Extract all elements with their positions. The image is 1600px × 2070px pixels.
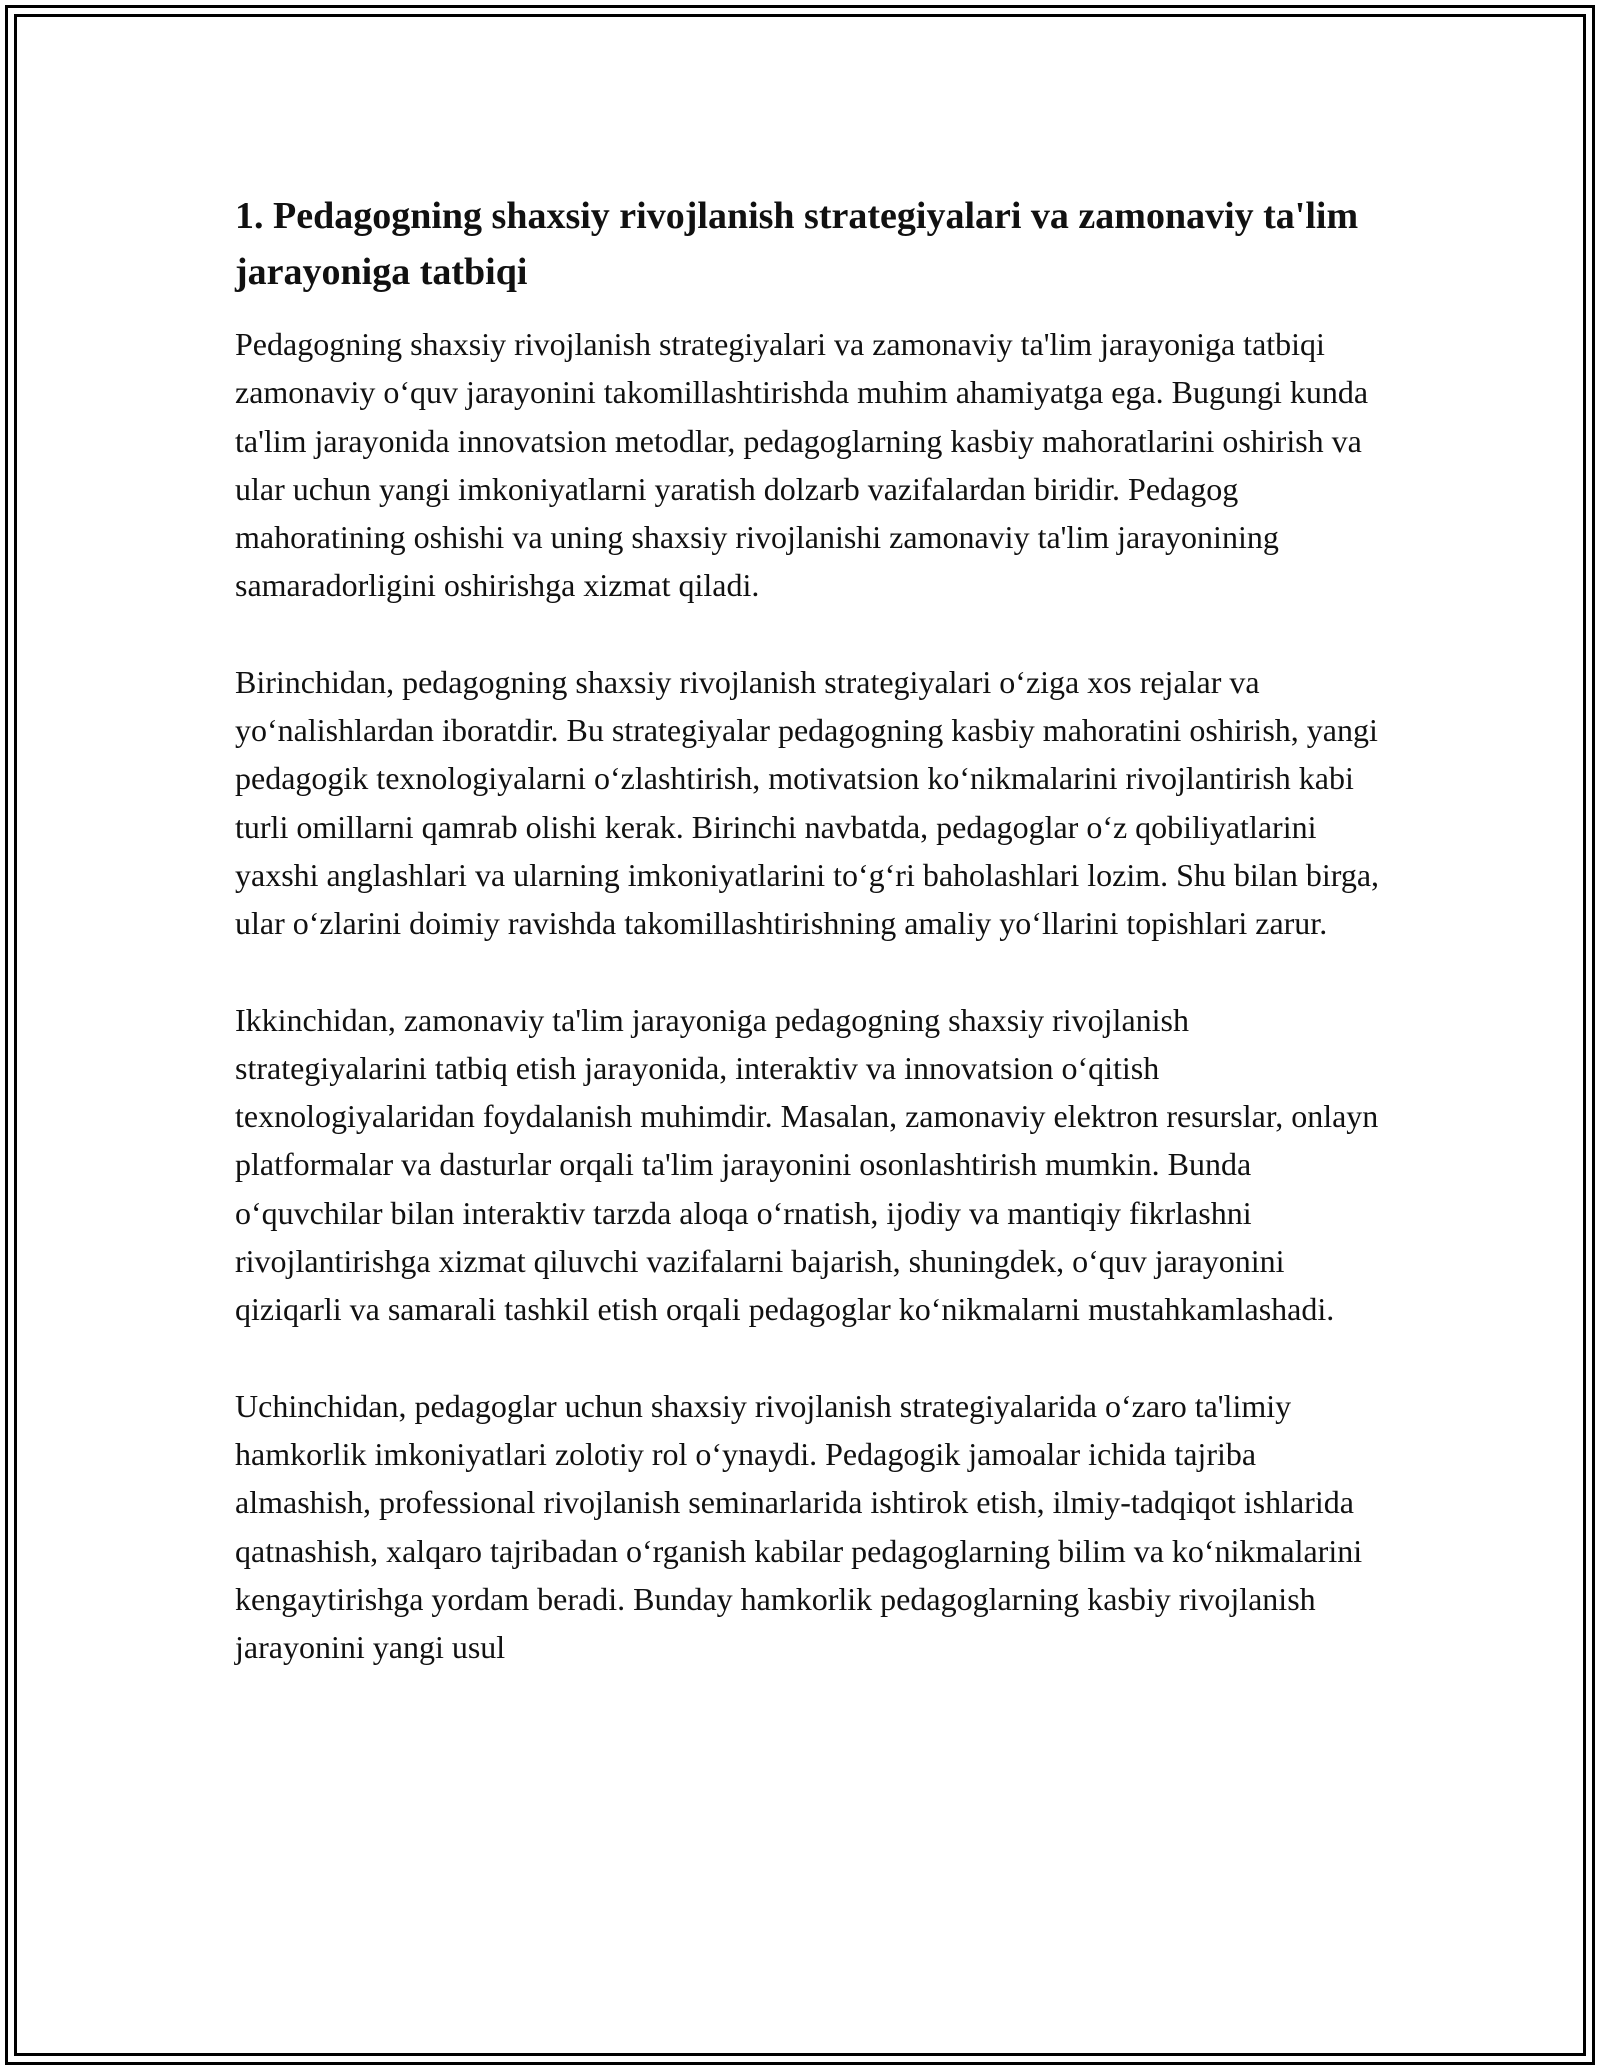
paragraph-second-point: Ikkinchidan, zamonaviy ta'lim jarayoniga pedagogning shaxsiy rivojlanish strategiyalarini tatbiq etish jarayonida, interaktiv va innovatsion o‘qitish texnologiyalaridan foydalanish muhimdir. Masalan, zamonaviy elektron resurslar, onlayn platformalar va dasturlar orqali ta'lim jarayonini osonlashtirish mumkin. Bunda o‘quvchilar bilan interaktiv tarzda aloqa o‘rnatish, ijodiy va mantiqiy fikrlashni rivojlantirishga xizmat qiluvchi vazifalarni bajarish, shuningdek, o‘quv jarayonini qiziqarli va samarali tashkil etish orqali pedagoglar ko‘nikmalarni mustahkamlashadi. [235,1001,1379,1328]
document-body [235,188,1385,1671]
paragraph-third-point: Uchinchidan, pedagoglar uchun shaxsiy rivojlanish strategiyalarida o‘zaro ta'limiy hamkorlik imkoniyatlari zolotiy rol o‘ynaydi. Pedagogik jamoalar ichida tajriba almashish, professional rivojlanish seminarlarida ishtirok etish, ilmiy-tadqiqot ishlarida qatnashish, xalqaro tajribadan o‘rganish kabilar pedagoglarning bilim va ko‘nikmalarini kengaytirishga yordam beradi. Bunday hamkorlik pedagoglarning kasbiy rivojlanish jarayonini yangi usul [235,1387,1363,1666]
paragraph-first-point: Birinchidan, pedagogning shaxsiy rivojlanish strategiyalari o‘ziga xos rejalar va yo‘nalishlardan iboratdir. Bu strategiyalar pedagogning kasbiy mahoratini oshirish, yangi pedagogik texnologiyalarni o‘zlashtirish, motivatsion ko‘nikmalarini rivojlantirish kabi turli omillarni qamrab olishi kerak. Birinchi navbatda, pedagoglar o‘z qobiliyatlarini yaxshi anglashlari va ularning imkoniyatlarini to‘g‘ri baholashlari lozim. Shu bilan birga, ular o‘zlarini doimiy ravishda takomillashtirishning amaliy yo‘llarini topishlari zarur. [235,663,1380,942]
paragraph-intro: Pedagogning shaxsiy rivojlanish strategiyalari va zamonaviy ta'lim jarayoniga tatbiqi zamonaviy o‘quv jarayonini takomillashtirishda muhim ahamiyatga ega. Bugungi kunda ta'lim jarayonida innovatsion metodlar, pedagoglarning kasbiy mahoratlarini oshirish va ular uchun yangi imkoniyatlarni yaratish dolzarb vazifalardan biridir. Pedagog mahoratining oshishi va uning shaxsiy rivojlanishi zamonaviy ta'lim jarayonining samaradorligini oshirishga xizmat qiladi. [235,326,1369,604]
section-heading: 1. Pedagogning shaxsiy rivojlanish strategiyalari va zamonaviy ta'lim jarayoniga tatbiqi [235,195,1359,293]
